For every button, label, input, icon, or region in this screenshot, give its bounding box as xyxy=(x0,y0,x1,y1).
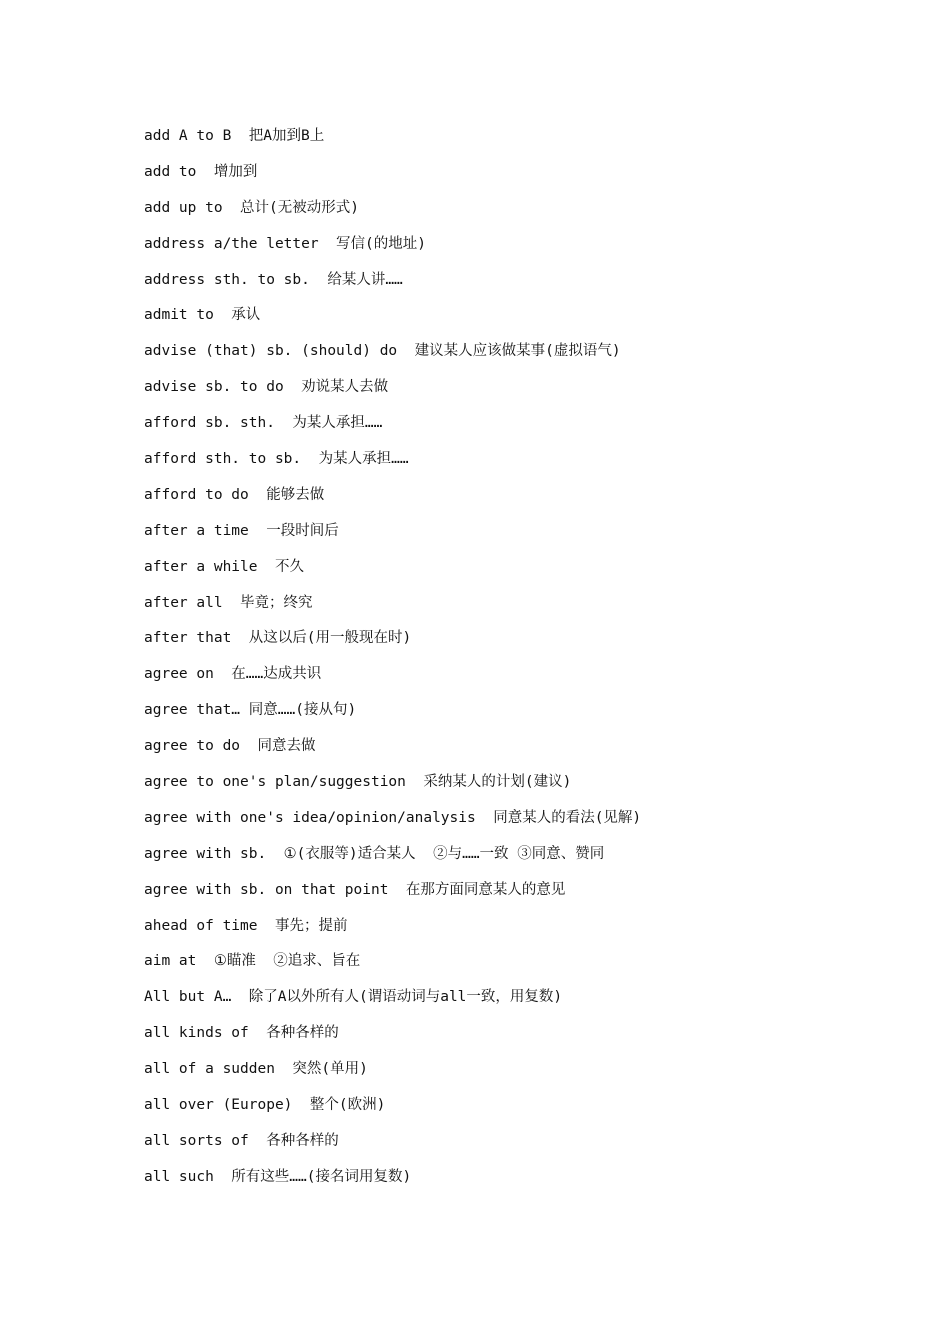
phrase-entry: address a/the letter 写信(的地址) xyxy=(144,235,427,252)
phrase-entry: add up to 总计(无被动形式) xyxy=(144,199,359,216)
phrase-entry: add A to B 把A加到B上 xyxy=(144,128,325,144)
phrase-entry: agree to do 同意去做 xyxy=(144,738,316,755)
phrase-entry: agree with sb. on that point 在那方面同意某人的意见 xyxy=(144,881,566,898)
phrase-entry: after a while 不久 xyxy=(144,558,304,575)
phrase-entry: All but A… 除了A以外所有人(谓语动词与all一致，用复数) xyxy=(144,989,563,1006)
phrase-entry: agree that… 同意……(接从句) xyxy=(144,702,357,719)
phrase-entry: all kinds of 各种各样的 xyxy=(144,1025,339,1042)
phrase-entry: after all 毕竟；终究 xyxy=(144,594,313,611)
phrase-entry: afford sth. to sb. 为某人承担…… xyxy=(144,451,409,468)
phrase-entry: admit to 承认 xyxy=(144,307,261,324)
phrase-entry: all over (Europe) 整个(欧洲) xyxy=(144,1097,386,1114)
phrase-entry: advise (that) sb. (should) do 建议某人应该做某事(虚拟语气) xyxy=(144,343,621,360)
phrase-list xyxy=(144,124,641,1201)
phrase-entry: address sth. to sb. 给某人讲…… xyxy=(144,271,403,288)
phrase-entry: agree to one's plan/suggestion 采纳某人的计划(建议) xyxy=(144,774,572,791)
phrase-entry: add to 增加到 xyxy=(144,163,258,180)
phrase-entry: all of a sudden 突然(单用) xyxy=(144,1061,368,1078)
phrase-entry: agree with sb. ①(衣服等)适合某人 ②与……一致 ③同意、赞同 xyxy=(144,845,605,862)
phrase-entry: afford to do 能够去做 xyxy=(144,486,325,503)
phrase-entry: ahead of time 事先；提前 xyxy=(144,917,348,934)
phrase-entry: all sorts of 各种各样的 xyxy=(144,1132,339,1149)
phrase-entry: after that 从这以后(用一般现在时) xyxy=(144,630,412,647)
phrase-entry: all such 所有这些……(接名词用复数) xyxy=(144,1168,412,1185)
phrase-entry: agree with one's idea/opinion/analysis 同意某人的看法(见解) xyxy=(144,809,642,826)
phrase-entry: afford sb. sth. 为某人承担…… xyxy=(144,415,383,432)
phrase-entry: agree on 在……达成共识 xyxy=(144,666,322,683)
phrase-entry: after a time 一段时间后 xyxy=(144,522,339,539)
phrase-entry: advise sb. to do 劝说某人去做 xyxy=(144,379,389,396)
phrase-entry: aim at ①瞄准 ②追求、旨在 xyxy=(144,953,361,970)
